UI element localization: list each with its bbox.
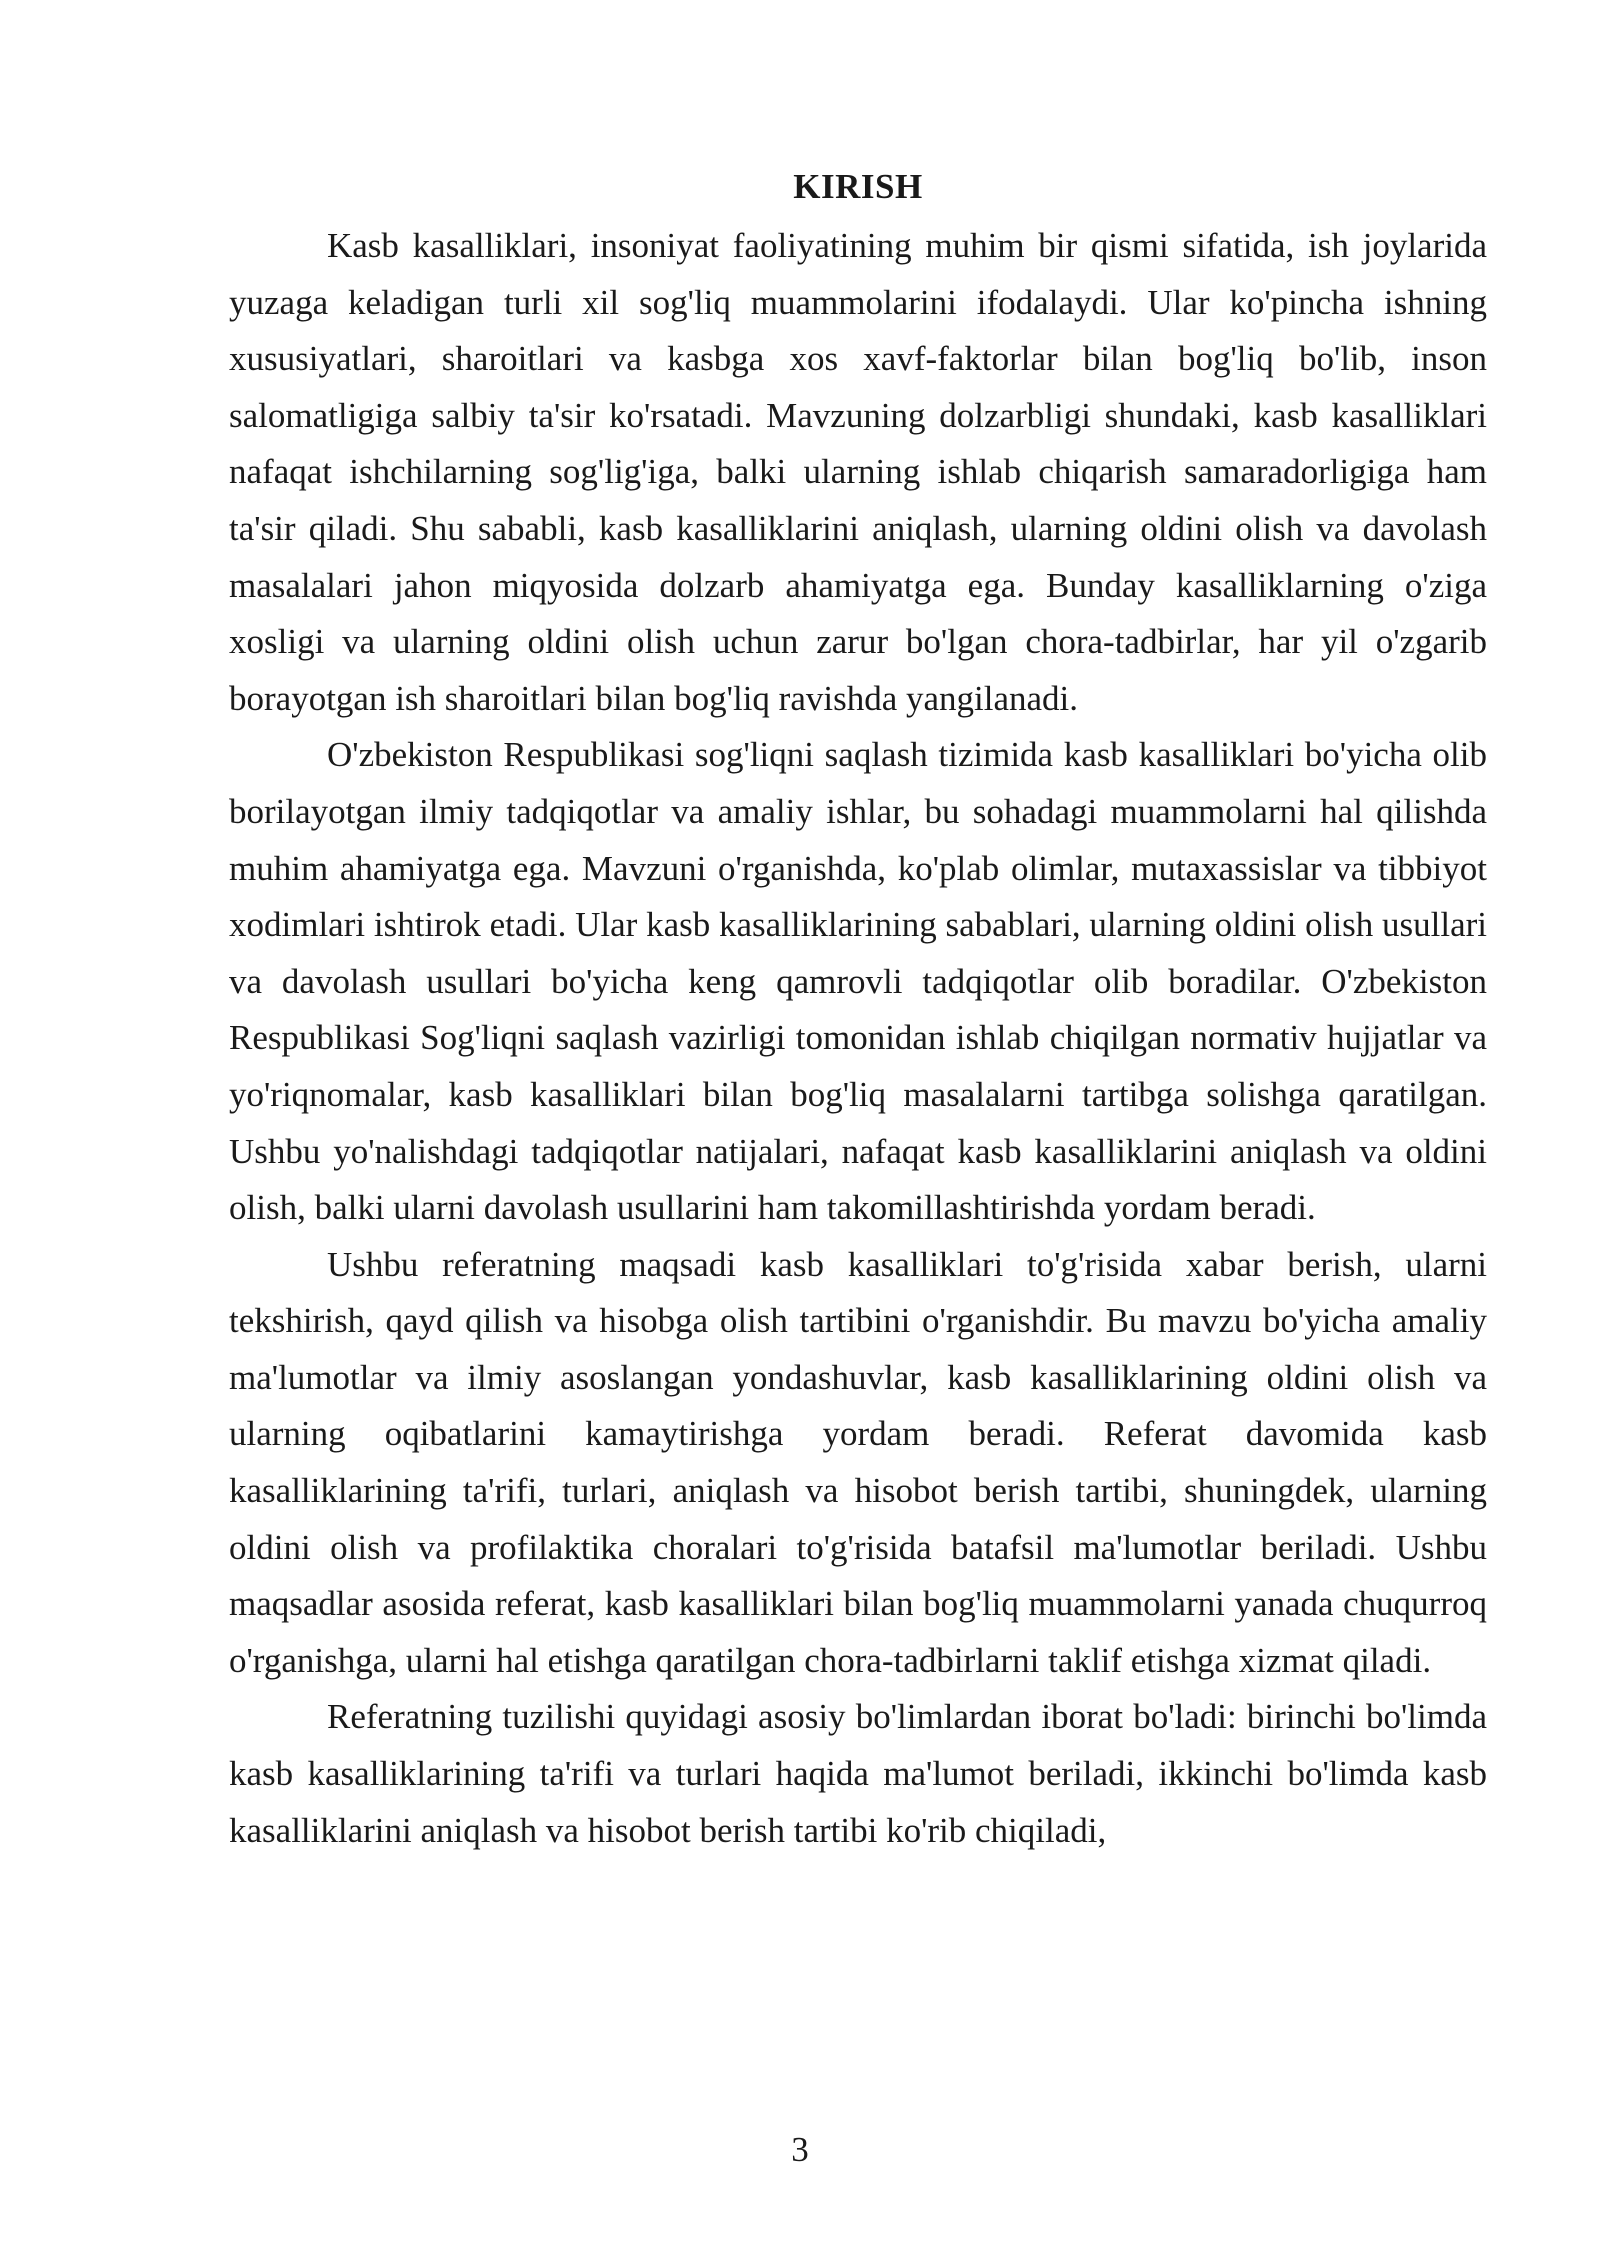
page-title: KIRISH <box>793 167 923 206</box>
page-content <box>229 162 1487 1859</box>
paragraph-4: Referatning tuzilishi quyidagi asosiy bo'limlardan iborat bo'ladi: birinchi bo'limda kasb kasalliklarining ta'rifi va turlari haqida ma'lumot beriladi, ikkinchi bo'limda kasb kasalliklarini aniqlash va hisobot berish tartibi ko'rib chiqiladi, <box>229 1697 1487 1850</box>
paragraph-1: Kasb kasalliklari, insoniyat faoliyatining muhim bir qismi sifatida, ish joylarida yuzaga keladigan turli xil sog'liq muammolarini ifodalaydi. Ular ko'pincha ishning xususiyatlari, sharoitlari va kasbga xos xavf-faktorlar bilan bog'liq bo'lib, inson salomatligiga salbiy ta'sir ko'rsatadi. Mavzuning dolzarbligi shundaki, kasb kasalliklari nafaqat ishchilarning sog'lig'iga, balki ularning ishlab chiqarish samaradorligiga ham ta'sir qiladi. Shu sababli, kasb kasalliklarini aniqlash, ularning oldini olish va davolash masalalari jahon miqyosida dolzarb ahamiyatga ega. Bunday kasalliklarning o'ziga xosligi va ularning oldini olish uchun zarur bo'lgan chora-tadbirlar, har yil o'zgarib borayotgan ish sharoitlari bilan bog'liq ravishda yangilanadi. <box>229 226 1487 718</box>
paragraph-2: O'zbekiston Respublikasi sog'liqni saqlash tizimida kasb kasalliklari bo'yicha olib borilayotgan ilmiy tadqiqotlar va amaliy ishlar, bu sohadagi muammolarni hal qilishda muhim ahamiyatga ega. Mavzuni o'rganishda, ko'plab olimlar, mutaxassislar va tibbiyot xodimlari ishtirok etadi. Ular kasb kasalliklarining sabablari, ularning oldini olish usullari va davolash usullari bo'yicha keng qamrovli tadqiqotlar olib boradilar. O'zbekiston Respublikasi Sog'liqni saqlash vazirligi tomonidan ishlab chiqilgan normativ hujjatlar va yo'riqnomalar, kasb kasalliklari bilan bog'liq masalalarni tartibga solishga qaratilgan. Ushbu yo'nalishdagi tadqiqotlar natijalari, nafaqat kasb kasalliklarini aniqlash va oldini olish, balki ularni davolash usullarini ham takomillashtirishda yordam beradi. <box>229 735 1487 1228</box>
paragraph-3: Ushbu referatning maqsadi kasb kasalliklari to'g'risida xabar berish, ularni tekshirish, qayd qilish va hisobga olish tartibini o'rganishdir. Bu mavzu bo'yicha amaliy ma'lumotlar va ilmiy asoslangan yondashuvlar, kasb kasalliklarining oldini olish va ularning oqibatlarini kamaytirishga yordam beradi. Referat davomida kasb kasalliklarining ta'rifi, turlari, aniqlash va hisobot berish tartibi, shuningdek, ularning oldini olish va profilaktika choralari to'g'risida batafsil ma'lumotlar beriladi. Ushbu maqsadlar asosida referat, kasb kasalliklari bilan bog'liq muammolarni yanada chuqurroq o'rganishga, ularni hal etishga qaratilgan chora-tadbirlarni taklif etishga xizmat qiladi. <box>229 1244 1487 1680</box>
page-number: 3 <box>791 2130 809 2169</box>
